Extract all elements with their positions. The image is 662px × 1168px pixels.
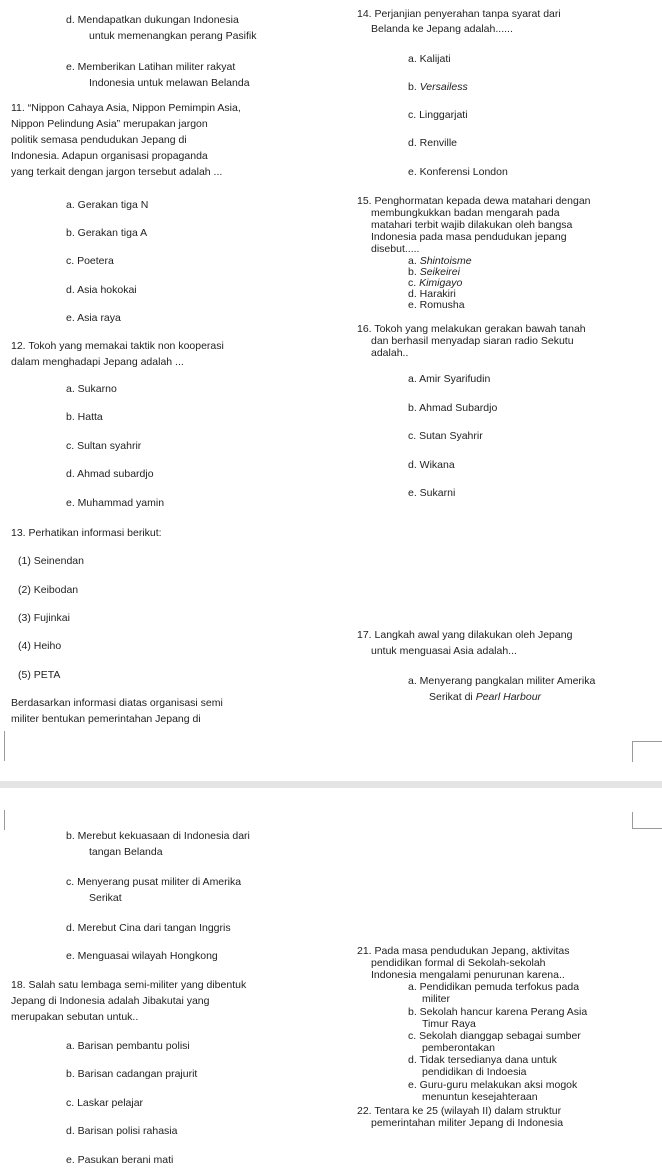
q11-option-c: c. Poetera (66, 255, 114, 267)
q11-question-l5: yang terkait dengan jargon tersebut adalah ... (11, 166, 223, 178)
q21-question-l2: pendidikan formal di Sekolah-sekolah (371, 957, 546, 969)
q15-option-b-italic: Seikeirei (419, 266, 460, 278)
q16-question-l3: adalah.. (371, 347, 409, 359)
q18-question-l3: merupakan sebutan untuk.. (11, 1011, 139, 1023)
q12-question: 12. Tokoh yang memakai taktik non kooperasi (11, 340, 224, 352)
q11-option-e: e. Asia raya (66, 312, 121, 324)
page-corner-mark (0, 731, 5, 761)
q18-option-c: c. Laskar pelajar (66, 1097, 144, 1109)
q18-question-l2: Jepang di Indonesia adalah Jibakutai yang (11, 995, 210, 1007)
q13-item-3: (3) Fujinkai (18, 612, 70, 624)
q17-question-l2: untuk menguasai Asia adalah... (371, 645, 517, 657)
q10-option-d: d. Mendapatkan dukungan Indonesia (66, 14, 239, 26)
q16-question: 16. Tokoh yang melakukan gerakan bawah tanah (357, 323, 586, 335)
q21-option-e: e. Guru-guru melakukan aksi mogok (408, 1079, 578, 1091)
q15-option-b-prefix: b. (408, 266, 420, 278)
q14-option-d: d. Renville (408, 137, 458, 149)
q21-option-d-cont: pendidikan di Indoesia (422, 1066, 527, 1078)
q13-question: 13. Perhatikan informasi berikut: (11, 527, 162, 539)
q13-item-4: (4) Heiho (18, 640, 62, 652)
q15-question-l5: disebut..... (371, 243, 420, 255)
page-corner-mark (632, 812, 662, 829)
q11-question-l4: Indonesia. Adapun organisasi propaganda (11, 150, 208, 162)
q18-option-e: e. Pasukan berani mati (66, 1154, 174, 1166)
q15-question-l3: matahari terbit wajib dilakukan oleh bangsa (371, 219, 573, 231)
q11-option-b: b. Gerakan tiga A (66, 227, 148, 239)
q16-option-a: a. Amir Syarifudin (408, 373, 491, 385)
q18-option-b: b. Barisan cadangan prajurit (66, 1068, 198, 1080)
q15-question: 15. Penghormatan kepada dewa matahari dengan (357, 195, 591, 207)
q22-question: 22. Tentara ke 25 (wilayah II) dalam struktur (357, 1105, 562, 1117)
q17-option-b: b. Merebut kekuasaan di Indonesia dari (66, 830, 250, 842)
q14-option-b-prefix: b. (408, 81, 420, 93)
q17-option-a-italic: Pearl Harbour (475, 691, 542, 703)
q17-option-a-cont (429, 691, 541, 704)
q21-question-l3: Indonesia mengalami penurunan karena.. (371, 969, 565, 981)
q13-statement: Berdasarkan informasi diatas organisasi semi (11, 697, 223, 709)
q18-option-a: a. Barisan pembantu polisi (66, 1040, 190, 1052)
q14-option-b-italic: Versailess (419, 81, 468, 93)
q14-option-b (408, 81, 468, 94)
q15-option-c-italic: Kimigayo (419, 277, 463, 289)
q11-option-d: d. Asia hokokai (66, 284, 137, 296)
q21-option-b-cont: Timur Raya (422, 1018, 476, 1030)
q21-option-a-cont: militer (422, 993, 450, 1005)
q14-option-e: e. Konferensi London (408, 166, 508, 178)
q15-option-a-prefix: a. (408, 255, 420, 267)
q21-question: 21. Pada masa pendudukan Jepang, aktivitas (357, 945, 570, 957)
q17-question: 17. Langkah awal yang dilakukan oleh Jepang (357, 629, 573, 641)
page-corner-mark (632, 741, 662, 762)
q21-option-c: c. Sekolah dianggap sebagai sumber (408, 1030, 581, 1042)
q17-option-a: a. Menyerang pangkalan militer Amerika (408, 675, 596, 687)
q18-question: 18. Salah satu lembaga semi-militer yang dibentuk (11, 979, 247, 991)
q14-option-c: c. Linggarjati (408, 109, 468, 121)
q21-option-d: d. Tidak tersedianya dana untuk (408, 1054, 557, 1066)
q16-option-c: c. Sutan Syahrir (408, 430, 483, 442)
q16-question-l2: dan berhasil menyadap siaran radio Sekutu (371, 335, 574, 347)
q21-option-a: a. Pendidikan pemuda terfokus pada (408, 981, 580, 993)
q17-option-a-cont-prefix: Serikat di (429, 691, 476, 703)
q11-question-l2: Nippon Pelindung Asia” merupakan jargon (11, 118, 208, 130)
q17-option-c: c. Menyerang pusat militer di Amerika (66, 876, 242, 888)
q13-item-2: (2) Keibodan (18, 584, 79, 596)
q17-option-b-cont: tangan Belanda (89, 846, 163, 858)
q12-option-a: a. Sukarno (66, 383, 117, 395)
q16-option-e: e. Sukarni (408, 487, 456, 499)
q18-option-d: d. Barisan polisi rahasia (66, 1125, 178, 1137)
q12-option-b: b. Hatta (66, 411, 103, 423)
q11-question: 11. “Nippon Cahaya Asia, Nippon Pemimpin Asia, (11, 102, 241, 114)
q11-question-l3: politik semasa pendudukan Jepang di (11, 134, 187, 146)
q12-question-l2: dalam menghadapi Jepang adalah ... (11, 356, 184, 368)
page-corner-mark (0, 810, 5, 830)
q17-option-e: e. Menguasai wilayah Hongkong (66, 950, 218, 962)
q15-question-l4: Indonesia pada masa pendudukan jepang (371, 231, 567, 243)
q15-option-a-italic: Shintoisme (419, 255, 472, 267)
q17-option-d: d. Merebut Cina dari tangan Inggris (66, 922, 231, 934)
q14-question: 14. Perjanjian penyerahan tanpa syarat dari (357, 8, 561, 20)
q12-option-e: e. Muhammad yamin (66, 497, 165, 509)
q21-option-b: b. Sekolah hancur karena Perang Asia (408, 1006, 588, 1018)
q16-option-d: d. Wikana (408, 459, 455, 471)
q10-option-d-cont: untuk memenangkan perang Pasifik (89, 30, 257, 42)
q15-question-l2: membungkukkan badan mengarah pada (371, 207, 560, 219)
q14-question-l2: Belanda ke Jepang adalah...... (371, 23, 513, 35)
q13-item-5: (5) PETA (18, 669, 61, 681)
page-separator (0, 781, 662, 788)
q13-item-1: (1) Seinendan (18, 555, 84, 567)
q15-option-d: d. Harakiri (408, 288, 456, 300)
q16-option-b: b. Ahmad Subardjo (408, 402, 498, 414)
q21-option-e-cont: menuntun kesejahteraan (422, 1091, 538, 1103)
q10-option-e-cont: Indonesia untuk melawan Belanda (89, 77, 250, 89)
q12-option-c: c. Sultan syahrir (66, 440, 142, 452)
q10-option-e: e. Memberikan Latihan militer rakyat (66, 61, 236, 73)
q21-option-c-cont: pemberontakan (422, 1042, 495, 1054)
q15-option-e: e. Romusha (408, 299, 465, 311)
q12-option-d: d. Ahmad subardjo (66, 468, 154, 480)
q17-option-c-cont: Serikat (89, 892, 122, 904)
q11-option-a: a. Gerakan tiga N (66, 199, 149, 211)
q15-option-c-prefix: c. (408, 277, 420, 289)
q13-statement-l2: militer bentukan pemerintahan Jepang di (11, 713, 201, 725)
q22-question-l2: pemerintahan militer Jepang di Indonesia (371, 1117, 564, 1129)
q14-option-a: a. Kalijati (408, 53, 451, 65)
